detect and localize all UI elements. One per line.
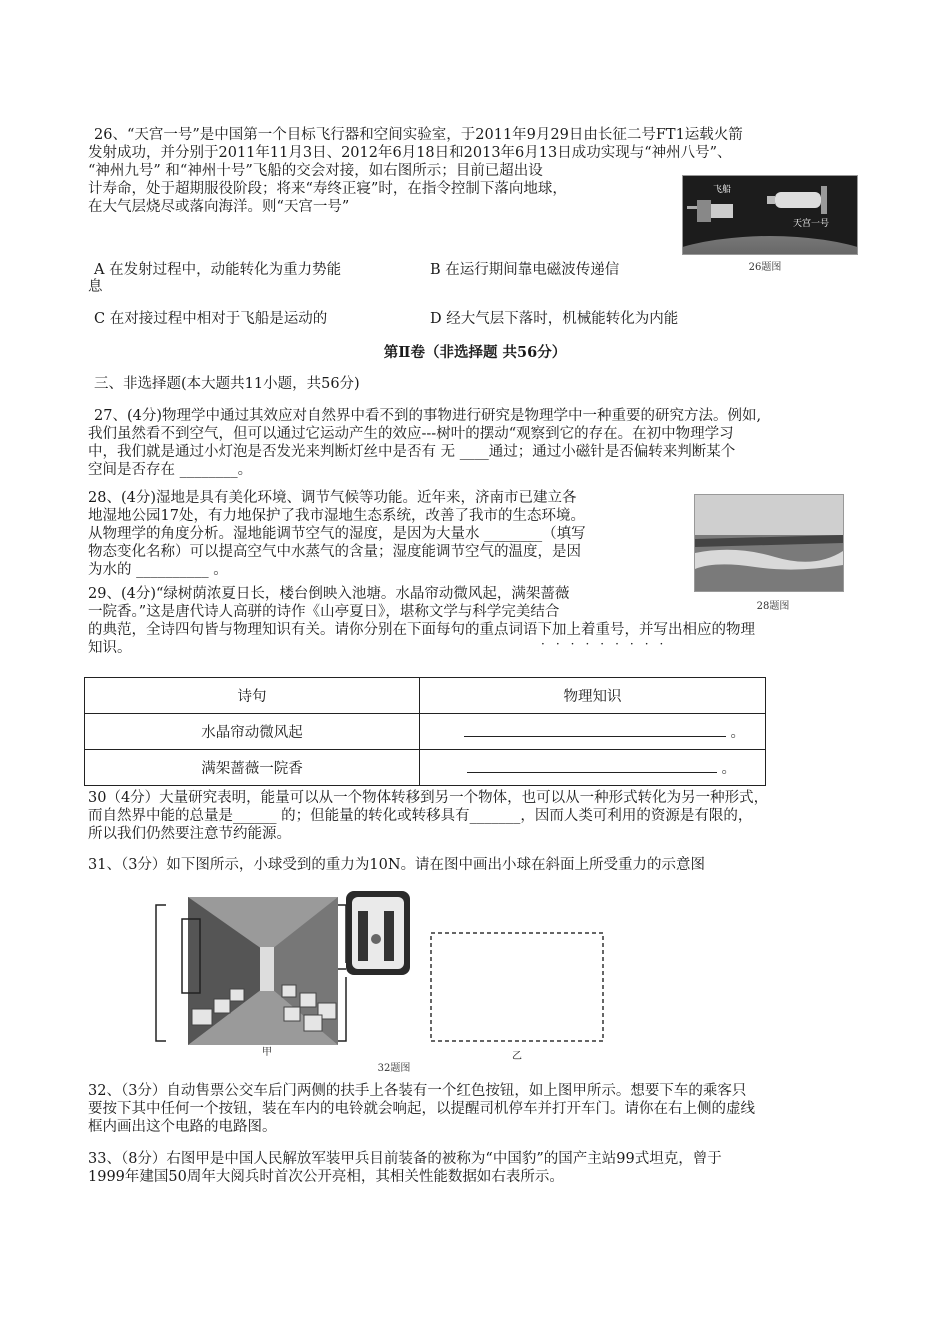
q28-text [88, 489, 688, 579]
q32-line-1: 32、（3分）自动售票公交车后门两侧的扶手上各装有一个红色按钮，如上图甲所示。想要下车的乘客只 [88, 1083, 747, 1099]
q26-line-3: “神州九号” 和“神州十号”飞船的交会对接，如右图所示；目前已超出设 [88, 163, 543, 179]
poem-line-1: 水晶帘动微风起 [85, 714, 420, 750]
q26-figure-spacecraft [682, 175, 858, 255]
q28-line-4: 物态变化名称）可以提高空气中水蒸气的含量；湿度能调节空气的温度，是因 [88, 544, 581, 560]
wetland-photo [695, 495, 843, 591]
section-3-title: 三、非选择题(本大题共11小题，共56分) [94, 376, 360, 392]
label-yi: 乙 [512, 1051, 522, 1062]
q28-line-1: 28、(4分)湿地是具有美化环境、调节气候等功能。近年来，济南市已建立各 [88, 490, 577, 506]
answer-blank-2[interactable] [467, 758, 717, 773]
q28-line-2: 地湿地公园17处，有力地保护了我市湿地生态系统，改善了我市的生态环境。 [88, 508, 585, 524]
q26-option-a: A 在发射过程中，动能转化为重力势能 [94, 262, 342, 278]
q28-figure-caption: 28题图 [756, 601, 790, 612]
q31-text: 31、（3分）如下图所示，小球受到的重力为10N。请在图中画出小球在斜面上所受重力的示意图 [88, 857, 706, 873]
header-physics-knowledge: 物理知识 [420, 678, 766, 714]
answer-end-1: 。 [730, 725, 746, 741]
q32-line-3: 框内画出这个电路的电路图。 [88, 1119, 277, 1135]
docking-illustration [683, 176, 857, 254]
q30-line-1: 30（4分）大量研究表明，能量可以从一个物体转移到另一个物体，也可以从一种形式转化为另一种形式， [88, 790, 769, 806]
q26-figure-caption: 26题图 [748, 262, 782, 273]
table-row [85, 750, 766, 786]
q29-text [88, 585, 878, 657]
q27-line-2: 我们虽然看不到空气，但可以通过它运动产生的效应---树叶的摆动“观察到它的存在。在初中物理学习 [88, 426, 734, 442]
q29-line-2: 一院香。”这是唐代诗人高骈的诗作《山亭夏日》，堪称文学与科学完美结合 [88, 604, 560, 620]
q33-line-1: 33、（8分）右图甲是中国人民解放军装甲兵目前装备的被称为“中国豹”的国产主站99式坦克，曾于 [88, 1151, 722, 1167]
q27-line-3: 中，我们就是通过小灯泡是否发光来判断灯丝中是否有 无 ____通过；通过小磁针是否偏转来判断某个 [88, 444, 736, 460]
label-spaceship: 飞船 [713, 185, 732, 195]
q29-emphasis-dots: ········· [541, 637, 675, 651]
poem-line-2: 满架蔷薇一院香 [85, 750, 420, 786]
q28-line-5: 为水的 __________ 。 [88, 562, 228, 578]
q26-line-2: 发射成功，并分别于2011年11月3日、2012年6月18日和2013年6月13日成功实现与“神州八号”、 [88, 145, 732, 161]
q27-text [88, 407, 878, 479]
answer-cell-1[interactable] [420, 714, 766, 750]
q27-line-4: 空间是否存在 ________。 [88, 462, 253, 478]
q30-text [88, 789, 878, 843]
section-2-title: 第Ⅱ卷（非选择题 共56分） [383, 344, 567, 361]
answer-end-2: 。 [721, 761, 737, 777]
q32-text [88, 1082, 878, 1136]
q33-text [88, 1150, 878, 1186]
q32-figure [152, 889, 622, 1075]
q26-line-5: 在大气层烧尽或落向海洋。则“天宫一号” [88, 199, 350, 215]
q26-option-c: C 在对接过程中相对于飞船是运动的 [94, 311, 328, 327]
q28-figure-wetland [694, 494, 844, 592]
q26-option-b-cont: 息 [88, 279, 103, 295]
label-jia: 甲 [262, 1047, 272, 1058]
table-row [85, 714, 766, 750]
answer-blank-1[interactable] [464, 722, 726, 737]
q29-line-3: 的典范，全诗四句皆与物理知识有关。请你分别在下面每句的重点词语下加上着重号，并写出相应的物理 [88, 622, 755, 638]
q33-line-2: 1999年建国50周年大阅兵时首次公开亮相，其相关性能数据如右表所示。 [88, 1169, 564, 1185]
q32-line-2: 要按下其中任何一个按钮，装在车内的电铃就会响起，以提醒司机停车并打开车门。请你在右上侧的虚线 [88, 1101, 755, 1117]
table-header-row [85, 678, 766, 714]
bus-interior-figure [152, 889, 622, 1075]
q27-line-1: 27、(4分)物理学中通过其效应对自然界中看不到的事物进行研究是物理学中一种重要的研究方法。例如, [94, 408, 762, 424]
q30-line-2: 而自然界中能的总量是______ 的；但能量的转化或转移具有_______，因而人类可利用的资源是有限的， [88, 808, 753, 824]
q29-line-1: 29、(4分)“绿树荫浓夏日长，楼台倒映入池塘。水晶帘动微风起，满架蔷薇 [88, 586, 570, 602]
header-poem-line: 诗句 [85, 678, 420, 714]
answer-cell-2[interactable] [420, 750, 766, 786]
q26-option-b: B 在运行期间靠电磁波传递信 [430, 262, 620, 278]
q26-option-d: D 经大气层下落时，机械能转化为内能 [430, 311, 679, 327]
q29-line-4: 知识。 [88, 640, 132, 656]
q28-line-3: 从物理学的角度分析。湿地能调节空气的湿度，是因为大量水 ________（填写 [88, 526, 586, 542]
q26-line-1: 26、“天宫一号”是中国第一个目标飞行器和空间实验室，于2011年9月29日由长征二号FT1运载火箭 [94, 127, 743, 143]
q32-dashed-answer-box [431, 933, 603, 1041]
q32-figure-caption: 32题图 [377, 1063, 411, 1074]
label-tiangong: 天宫一号 [793, 219, 830, 229]
poem-physics-table [84, 677, 766, 786]
q26-line-4: 计寿命，处于超期服役阶段；将来“寿终正寝”时，在指令控制下落向地球， [88, 181, 567, 197]
q30-line-3: 所以我们仍然要注意节约能源。 [88, 826, 291, 842]
